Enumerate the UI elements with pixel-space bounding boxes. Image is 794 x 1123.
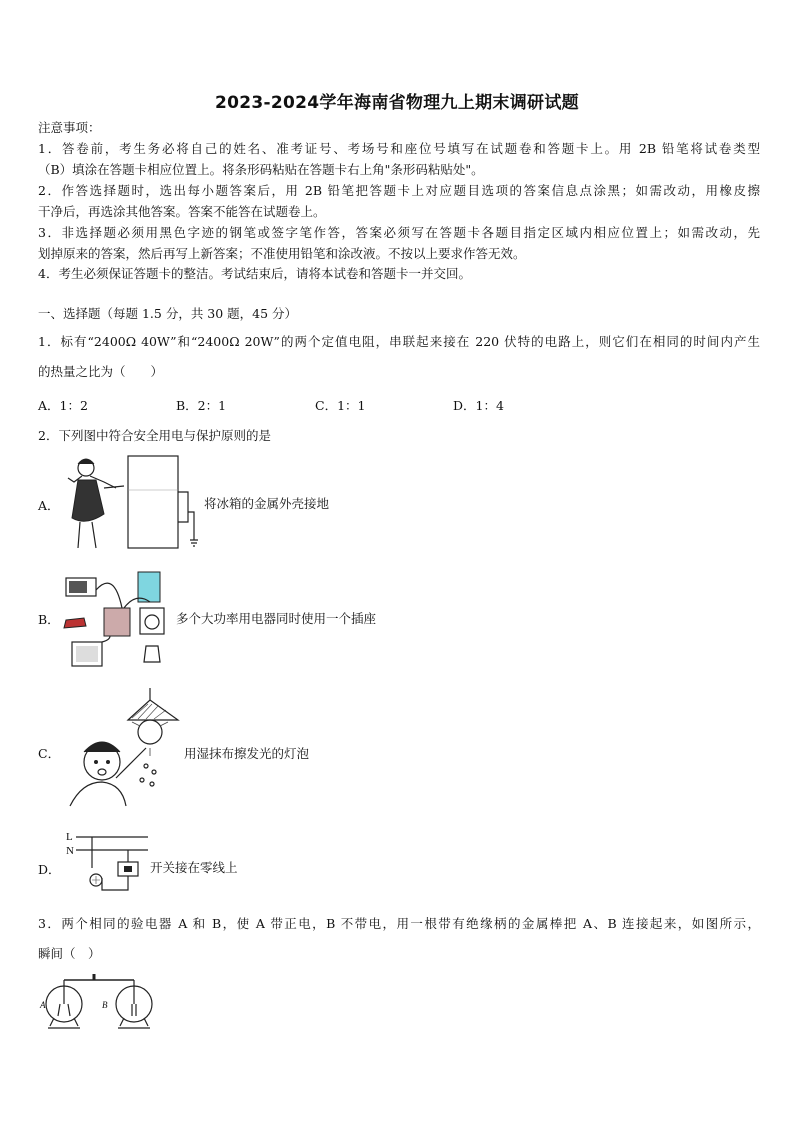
page-title: 2023-2024学年海南省物理九上期末调研试题: [215, 93, 579, 113]
notice-line: 4．考生必须保证答题卡的整洁。考试结束后，请将本试卷和答题卡一并交回。: [38, 266, 471, 281]
notice-line: （B）填涂在答题卡相应位置上。将条形码粘贴在答题卡右上角"条形码粘贴处"。: [38, 162, 484, 177]
question-2-stem: 2．下列图中符合安全用电与保护原则的是: [38, 428, 271, 443]
wet-cloth-bulb-illustration: [62, 686, 184, 816]
q1-option-c[interactable]: C．1：1: [315, 398, 366, 413]
question-1-stem-cont: 的热量之比为（ ）: [38, 364, 164, 379]
notice-line: 2．作答选择题时，选出每小题答案后，用 2B 铅笔把答题卡上对应题目选项的答案信息点涂黑；如需改动，用橡皮擦: [38, 183, 760, 198]
q2-option-b-letter[interactable]: B．: [38, 612, 60, 627]
q1-option-b[interactable]: B．2：1: [176, 398, 227, 413]
live-wire-label: L: [66, 831, 73, 843]
q2-option-d-caption: 开关接在零线上: [150, 860, 238, 875]
q2-option-c-caption: 用湿抹布擦发光的灯泡: [184, 746, 310, 761]
question-3-stem-cont: 瞬间（ ）: [38, 946, 101, 961]
q1-option-d[interactable]: D．1：4: [453, 398, 504, 413]
switch-wiring-diagram: [62, 828, 152, 906]
neutral-wire-label: N: [66, 845, 74, 857]
electroscope-a-label: A: [40, 1000, 46, 1010]
question-1-stem: 1．标有“2400Ω 40W”和“2400Ω 20W”的两个定值电阻，串联起来接在 220 伏特的电路上，则它们在相同的时间内产生: [38, 334, 760, 349]
notice-line: 1．答卷前，考生务必将自己的姓名、准考证号、考场号和座位号填写在试题卷和答题卡上。用 2B 铅笔将试卷类型: [38, 141, 760, 156]
notice-heading: 注意事项：: [38, 120, 101, 135]
electroscopes-diagram: [38, 974, 158, 1034]
electroscope-b-label: B: [102, 1000, 108, 1010]
girl-fridge-illustration: [60, 452, 206, 554]
q1-option-a[interactable]: A．1：2: [38, 398, 88, 413]
notice-line: 干净后，再选涂其他答案。答案不能答在试题卷上。: [38, 204, 326, 219]
q2-option-c-letter[interactable]: C．: [38, 746, 61, 761]
question-3-stem: 3．两个相同的验电器 A 和 B，使 A 带正电，B 不带电，用一根带有绝缘柄的金属棒把 A、B 连接起来，如图所示，: [38, 916, 760, 931]
overloaded-socket-illustration: [62, 562, 174, 672]
section-heading: 一、选择题（每题 1.5 分，共 30 题，45 分）: [38, 306, 298, 321]
notice-line: 3．非选择题必须用黑色字迹的钢笔或签字笔作答，答案必须写在答题卡各题目指定区域内相应位置上；如需改动，先: [38, 225, 760, 240]
q2-option-b-caption: 多个大功率用电器同时使用一个插座: [176, 611, 377, 626]
q2-option-a-caption: 将冰箱的金属外壳接地: [204, 496, 330, 511]
q2-option-a-letter[interactable]: A．: [38, 498, 60, 513]
notice-line: 划掉原来的答案，然后再写上新答案；不准使用铅笔和涂改液。不按以上要求作答无效。: [38, 246, 526, 261]
q2-option-d-letter[interactable]: D．: [38, 862, 61, 877]
